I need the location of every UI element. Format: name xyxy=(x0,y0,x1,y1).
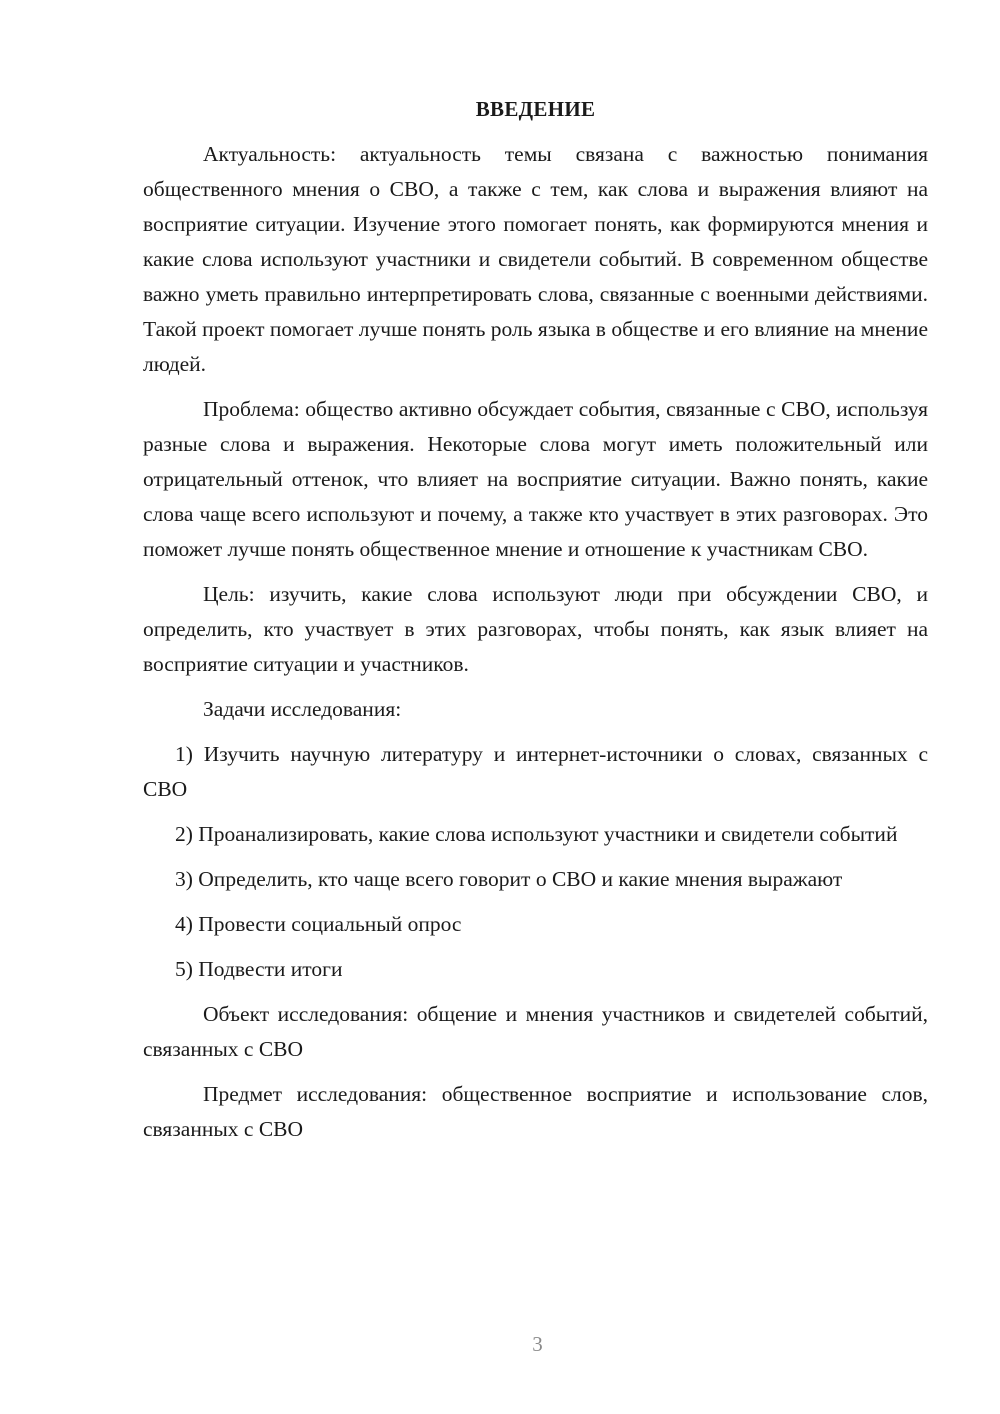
task-item-5: 5) Подвести итоги xyxy=(175,957,343,981)
task-item-2: 2) Проанализировать, какие слова используют участники и свидетели событий xyxy=(175,822,898,846)
paragraph-goal: Цель: изучить, какие слова используют люди при обсуждении СВО, и определить, кто участвует в этих разговорах, чтобы понять, как язык влияет на восприятие ситуации и участников. xyxy=(143,582,928,676)
page-number: 3 xyxy=(532,1332,543,1356)
paragraph-subject: Предмет исследования: общественное восприятие и использование слов, связанных с СВО xyxy=(143,1082,928,1141)
page-content xyxy=(143,92,928,1157)
tasks-heading: Задачи исследования: xyxy=(203,697,402,721)
task-item-3: 3) Определить, кто чаще всего говорит о СВО и какие мнения выражают xyxy=(175,867,843,891)
paragraph-relevance: Актуальность: актуальность темы связана с важностью понимания общественного мнения о СВО, а также с тем, как слова и выражения влияют на восприятие ситуации. Изучение этого помогает понять, как формируются мнения и какие слова используют участники и свидетели событий. В современном обществе важно уметь правильно интерпретировать слова, связанные с военными действиями. Такой проект помогает лучше понять роль языка в обществе и его влияние на мнение людей. xyxy=(143,142,928,376)
section-heading: ВВЕДЕНИЕ xyxy=(475,97,596,121)
task-item-4: 4) Провести социальный опрос xyxy=(175,912,462,936)
paragraph-object: Объект исследования: общение и мнения участников и свидетелей событий, связанных с СВО xyxy=(143,1002,928,1061)
task-item-1: 1) Изучить научную литературу и интернет-источники о словах, связанных с СВО xyxy=(143,742,928,801)
paragraph-problem: Проблема: общество активно обсуждает события, связанные с СВО, используя разные слова и выражения. Некоторые слова могут иметь положительный или отрицательный оттенок, что влияет на восприятие ситуации. Важно понять, какие слова чаще всего используют и почему, а также кто участвует в этих разговорах. Это поможет лучше понять общественное мнение и отношение к участникам СВО. xyxy=(143,397,928,561)
